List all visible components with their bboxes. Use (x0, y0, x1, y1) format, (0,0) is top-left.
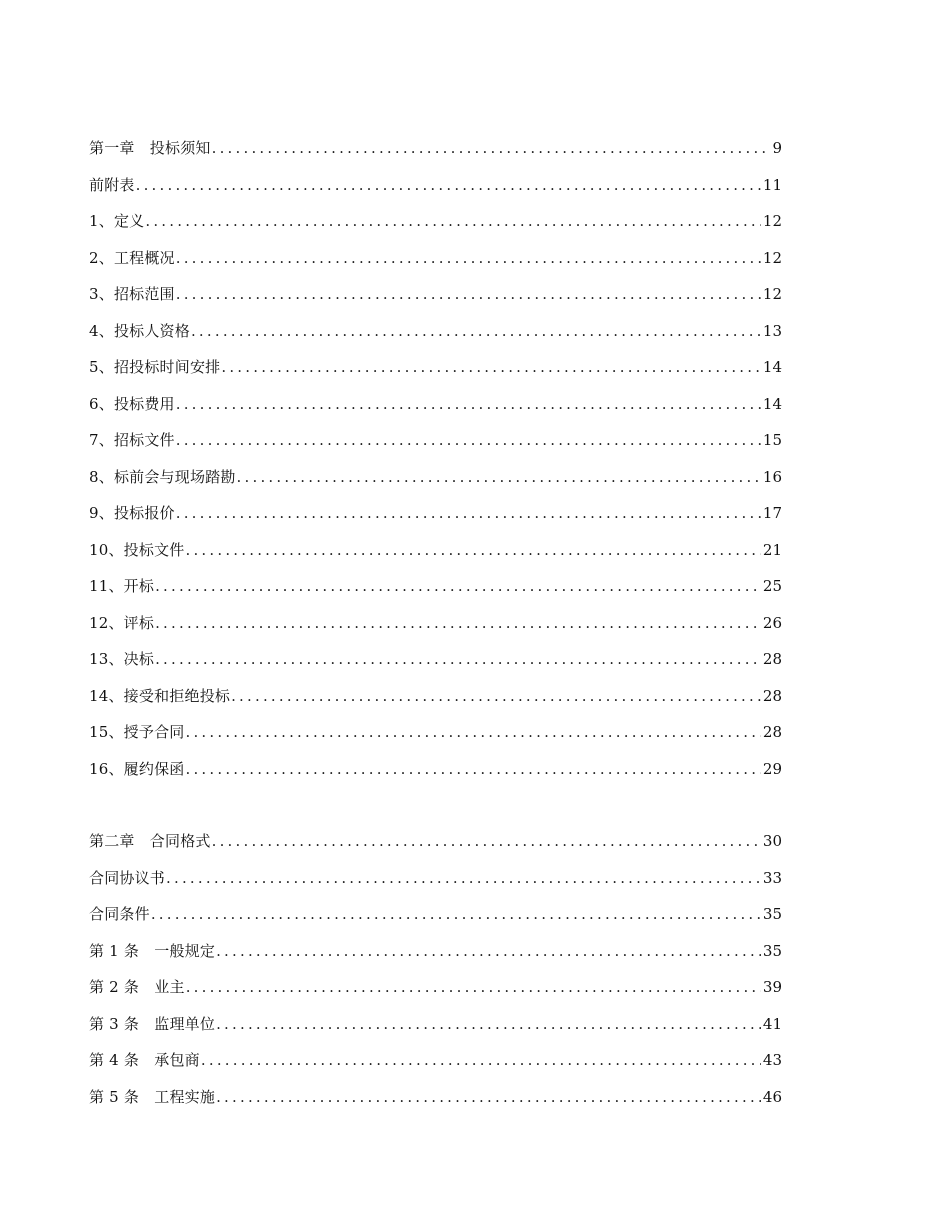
toc-dot-leader (216, 1079, 761, 1116)
toc-entry-label: 第 1 条 一般规定 (89, 941, 216, 960)
toc-entry-label: 合同条件 (89, 905, 150, 923)
toc-entry[interactable] (89, 386, 782, 423)
toc-dot-leader (145, 203, 761, 240)
toc-entry[interactable] (89, 605, 782, 642)
toc-dot-leader (231, 678, 761, 715)
toc-entry-label: 11、开标 (89, 577, 155, 595)
toc-entry-page: 12 (762, 248, 782, 267)
toc-entry-page: 21 (762, 540, 782, 559)
toc-dot-leader (201, 1042, 761, 1079)
toc-entry-label: 9、投标报价 (89, 504, 175, 522)
toc-entry-page: 14 (762, 358, 782, 376)
toc-entry-page: 33 (762, 868, 782, 887)
toc-dot-leader (212, 823, 761, 860)
toc-entry[interactable] (89, 1079, 782, 1116)
toc-entry-page: 17 (762, 504, 782, 522)
toc-entry-label: 3、招标范围 (89, 285, 175, 303)
toc-entry-label: 第 2 条 业主 (89, 978, 185, 996)
toc-dot-leader (155, 641, 761, 678)
toc-entry-label: 2、工程概况 (89, 248, 175, 267)
toc-section-chapter-1 (89, 130, 782, 787)
toc-entry[interactable] (89, 349, 782, 386)
toc-entry[interactable] (89, 167, 782, 204)
toc-entry-label: 8、标前会与现场踏勘 (89, 467, 236, 486)
toc-entry-page: 35 (762, 941, 782, 960)
toc-entry[interactable] (89, 896, 782, 933)
toc-entry-label: 前附表 (89, 175, 135, 194)
toc-dot-leader (212, 130, 770, 167)
toc-entry[interactable] (89, 860, 782, 897)
toc-entry-page: 35 (762, 905, 782, 923)
toc-entry-label: 7、招标文件 (89, 431, 175, 449)
toc-entry[interactable] (89, 203, 782, 240)
toc-dot-leader (155, 568, 761, 605)
toc-entry[interactable] (89, 751, 782, 788)
toc-entry-page: 26 (762, 613, 782, 632)
toc-dot-leader (186, 714, 761, 751)
toc-dot-leader (151, 896, 761, 933)
toc-entry[interactable] (89, 1042, 782, 1079)
table-of-contents (89, 130, 782, 1115)
toc-entry-page: 13 (762, 321, 782, 340)
toc-entry-page: 16 (762, 467, 782, 486)
toc-entry-page: 9 (772, 139, 782, 157)
toc-dot-leader (136, 167, 761, 204)
toc-entry-label: 5、招投标时间安排 (89, 358, 221, 376)
toc-entry[interactable] (89, 422, 782, 459)
toc-entry-label: 第 4 条 承包商 (89, 1051, 200, 1069)
toc-entry[interactable] (89, 313, 782, 350)
toc-entry[interactable] (89, 532, 782, 569)
toc-entry[interactable] (89, 823, 782, 860)
toc-entry-label: 6、投标费用 (89, 394, 175, 413)
toc-entry[interactable] (89, 240, 782, 277)
toc-dot-leader (237, 459, 761, 496)
toc-entry-page: 46 (762, 1087, 782, 1106)
toc-entry-page: 14 (762, 394, 782, 413)
toc-dot-leader (176, 240, 761, 277)
toc-dot-leader (186, 969, 761, 1006)
toc-entry-label: 16、履约保函 (89, 759, 185, 778)
toc-dot-leader (191, 313, 761, 350)
toc-entry[interactable] (89, 459, 782, 496)
toc-entry-page: 39 (762, 978, 782, 996)
toc-entry-page: 29 (762, 759, 782, 778)
toc-entry-label: 15、授予合同 (89, 723, 185, 741)
toc-dot-leader (176, 422, 761, 459)
toc-dot-leader (186, 751, 761, 788)
toc-entry-label: 合同协议书 (89, 868, 166, 887)
toc-entry-page: 41 (762, 1014, 782, 1033)
toc-entry[interactable] (89, 969, 782, 1006)
toc-entry-page: 15 (762, 431, 782, 449)
toc-dot-leader (186, 532, 761, 569)
toc-entry-label: 第 3 条 监理单位 (89, 1014, 216, 1033)
toc-entry[interactable] (89, 130, 782, 167)
toc-entry-page: 43 (762, 1051, 782, 1069)
toc-section-chapter-2 (89, 823, 782, 1115)
toc-entry-page: 12 (762, 285, 782, 303)
toc-dot-leader (216, 1006, 761, 1043)
toc-entry-page: 11 (762, 175, 782, 194)
toc-dot-leader (216, 933, 761, 970)
toc-entry-label: 14、接受和拒绝投标 (89, 686, 231, 705)
toc-dot-leader (176, 495, 761, 532)
toc-entry-label: 第二章 合同格式 (89, 832, 211, 850)
toc-entry[interactable] (89, 276, 782, 313)
toc-entry-page: 30 (762, 832, 782, 850)
toc-entry[interactable] (89, 641, 782, 678)
toc-entry-label: 第 5 条 工程实施 (89, 1087, 216, 1106)
toc-entry[interactable] (89, 933, 782, 970)
toc-entry-page: 12 (762, 212, 782, 230)
toc-dot-leader (166, 860, 761, 897)
toc-dot-leader (221, 349, 761, 386)
toc-entry-page: 25 (762, 577, 782, 595)
toc-entry[interactable] (89, 568, 782, 605)
toc-entry[interactable] (89, 1006, 782, 1043)
toc-entry-label: 4、投标人资格 (89, 321, 190, 340)
toc-entry-page: 28 (762, 723, 782, 741)
toc-entry-label: 10、投标文件 (89, 540, 185, 559)
toc-entry-page: 28 (762, 686, 782, 705)
toc-dot-leader (155, 605, 761, 642)
toc-entry-label: 13、决标 (89, 650, 155, 668)
toc-entry-label: 12、评标 (89, 613, 155, 632)
toc-dot-leader (176, 276, 761, 313)
toc-entry[interactable] (89, 495, 782, 532)
toc-entry-label: 第一章 投标须知 (89, 139, 211, 157)
toc-entry[interactable] (89, 714, 782, 751)
toc-dot-leader (176, 386, 761, 423)
toc-entry-label: 1、定义 (89, 212, 145, 230)
toc-entry-page: 28 (762, 650, 782, 668)
toc-entry[interactable] (89, 678, 782, 715)
